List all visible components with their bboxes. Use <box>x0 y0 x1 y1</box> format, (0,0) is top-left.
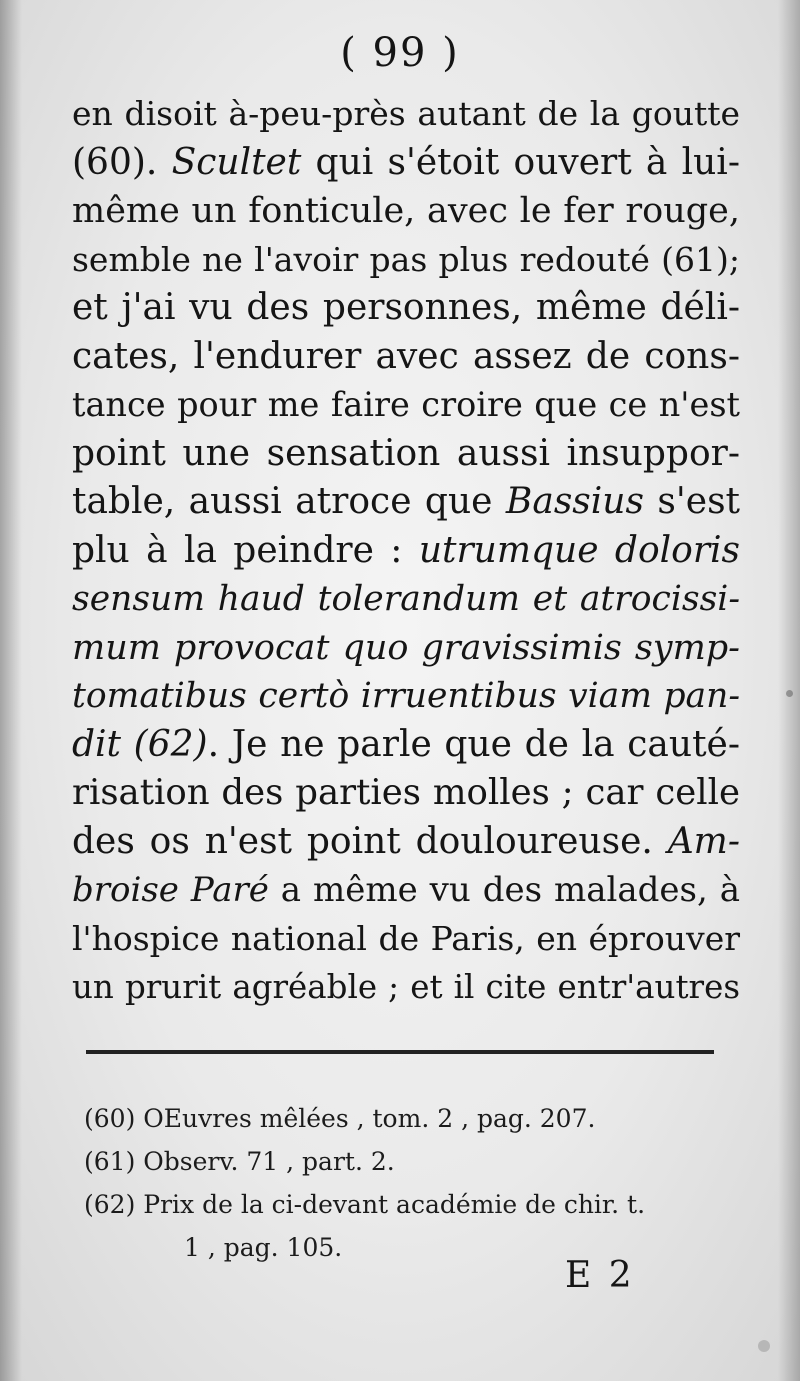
paper-speck <box>786 690 793 697</box>
italic-text: Scultet <box>171 141 302 183</box>
text-segment: point une sensation aussi insuppor- <box>72 432 740 474</box>
footnote-rule <box>86 1050 714 1054</box>
text-line <box>72 284 740 333</box>
text-line <box>72 236 740 285</box>
footnote-62-continuation: 1 , pag. 105. <box>184 1233 343 1262</box>
page-edge-shadow-left <box>0 0 22 1381</box>
paper-speck <box>758 1340 770 1352</box>
text-segment: cates, l'endurer avec assez de cons- <box>72 335 740 377</box>
text-line <box>72 624 740 673</box>
text-segment: même un fonticule, avec le fer rouge, <box>72 191 740 231</box>
text-segment: . Je ne parle que de la cauté- <box>207 723 740 765</box>
footnote-61: (61) Observ. 71 , part. 2. <box>84 1147 395 1176</box>
text-line <box>72 818 740 867</box>
text-line <box>72 575 740 624</box>
body-text <box>72 90 740 1012</box>
text-segment: l'hospice national de Paris, en éprouver <box>72 918 740 958</box>
text-line <box>72 769 740 818</box>
text-segment: risation des parties molles ; car celle <box>72 772 740 813</box>
text-segment: semble ne l'avoir pas plus redouté (61); <box>72 239 740 279</box>
text-segment: s'est <box>643 481 741 522</box>
text-line <box>72 866 740 915</box>
text-segment: en disoit à-peu-près autant de la goutte <box>72 94 740 133</box>
italic-text: sensum haud tolerandum et atrocissi- <box>72 579 740 619</box>
italic-text: Am- <box>667 820 740 862</box>
footnote-62: (62) Prix de la ci-devant académie de chir. t. <box>84 1190 646 1219</box>
text-segment: plu à la peindre : <box>72 529 419 571</box>
footnotes <box>84 1097 744 1269</box>
text-line <box>72 187 740 236</box>
text-segment: table, aussi atroce que <box>72 481 506 522</box>
text-line <box>72 963 740 1012</box>
text-segment: des os n'est point douloureuse. <box>72 820 668 862</box>
text-segment: un prurit agréable ; et il cite entr'autres <box>72 968 740 1006</box>
text-line <box>72 915 740 964</box>
text-segment: tance pour me faire croire que ce n'est <box>72 385 740 424</box>
text-line <box>72 721 740 770</box>
text-line <box>72 381 740 430</box>
italic-text: mum provocat quo gravissimis symp- <box>72 627 740 668</box>
text-line <box>72 139 740 188</box>
italic-text: dit (62) <box>72 723 208 765</box>
footnote-60: (60) OEuvres mêlées , tom. 2 , pag. 207. <box>84 1104 596 1133</box>
text-segment: a même vu des malades, à <box>268 870 740 910</box>
italic-text: broise Paré <box>72 870 269 910</box>
text-line <box>72 90 740 139</box>
page-number: ( 99 ) <box>340 30 460 76</box>
text-line <box>72 527 740 576</box>
text-segment: et j'ai vu des personnes, même déli- <box>72 287 740 328</box>
text-line <box>72 430 740 479</box>
italic-text: Bassius <box>505 481 644 522</box>
italic-text: tomatibus certò irruentibus viam pan- <box>72 676 740 716</box>
text-segment: (60). <box>72 141 172 183</box>
text-line <box>72 672 740 721</box>
text-line <box>72 333 740 382</box>
text-line <box>72 478 740 527</box>
signature-mark: E 2 <box>565 1255 635 1296</box>
text-segment: qui s'étoit ouvert à lui- <box>301 141 740 183</box>
italic-text: utrumque doloris <box>418 529 741 571</box>
